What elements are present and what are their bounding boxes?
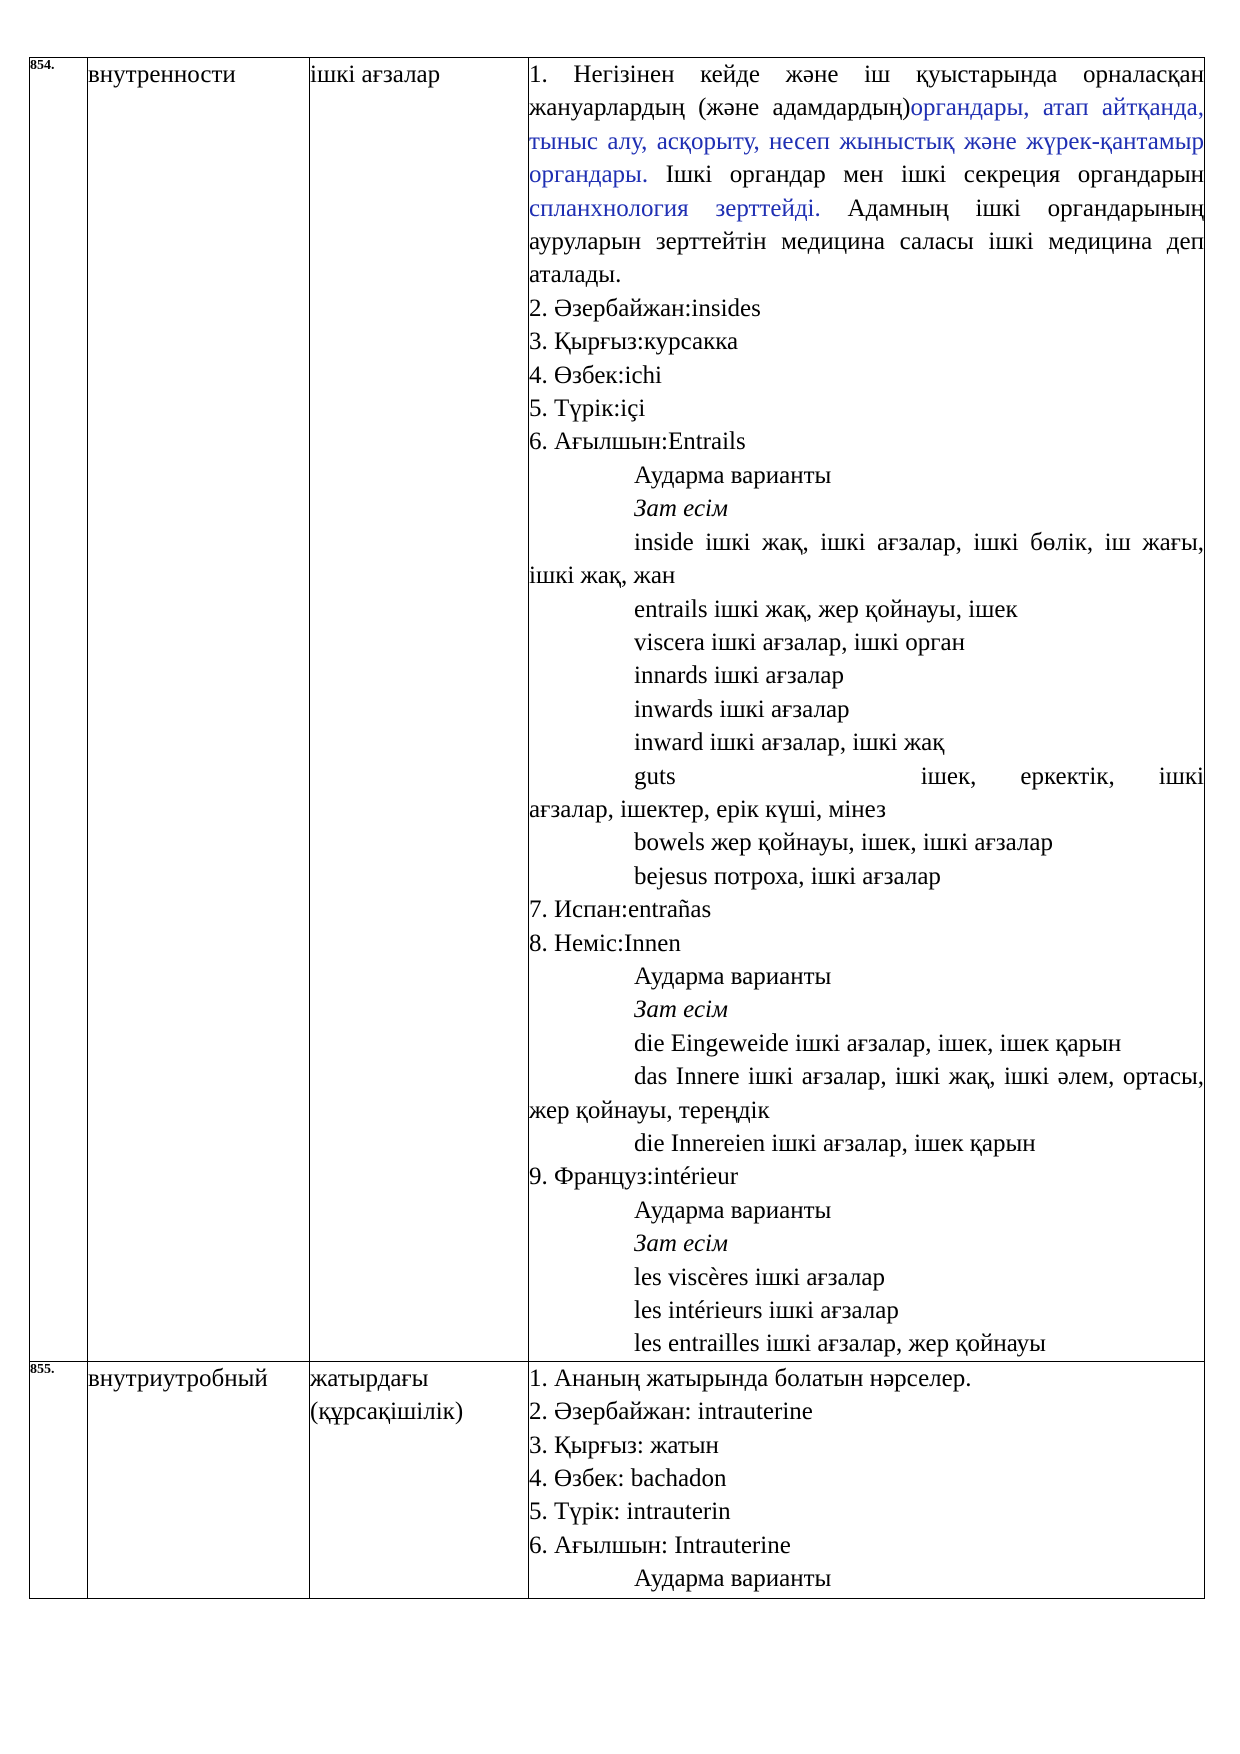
lang-line: 1. Ананың жатырында болатын нәрселер. xyxy=(529,1364,972,1392)
part-of-speech: Зат есім xyxy=(634,996,728,1024)
variants-label: Аударма варианты xyxy=(634,962,832,990)
translation-item: les viscères ішкі ағзалар xyxy=(634,1263,885,1291)
translation-meaning: ішек, еркектік, ішкі ағзалар, ішектер, ерік күші, мінез xyxy=(529,762,1204,823)
translation-item: bowels жер қойнауы, ішек, ішкі ағзалар xyxy=(634,829,1053,857)
definition-part: Адамның ішкі органдарының ауруларын зерттейтін медицина саласы ішкі медицина деп аталады. xyxy=(529,194,1204,289)
entry-number: 854. xyxy=(30,58,88,1362)
part-of-speech: Зат есім xyxy=(634,495,728,523)
translation-item: entrails ішкі жақ, жер қойнауы, ішек xyxy=(634,595,1018,623)
translation-item xyxy=(529,760,1204,827)
definition-part: 1. Негізінен кейде және іш қуыстарында орналасқан жануарлардың (және адамдардың) xyxy=(529,61,1204,122)
translation-word: guts xyxy=(634,762,676,790)
russian-term: внутренности xyxy=(88,58,310,1362)
translation-item: die Eingeweide ішкі ағзалар, ішек, ішек қарын xyxy=(634,1029,1122,1057)
translation-item: das Innere ішкі ағзалар, ішкі жақ, ішкі әлем, ортасы, жер қойнауы, тереңдік xyxy=(529,1063,1204,1124)
variants-label: Аударма варианты xyxy=(634,1196,832,1224)
lang-line: 2. Әзербайжан:insides xyxy=(529,294,761,322)
lang-line: 7. Испан:entrañas xyxy=(529,896,712,924)
definition-link[interactable]: органдары, атап айтқанда, тыныс алу, асқорыту, несеп жыныстық және жүрек-қантамыр органдары. xyxy=(529,94,1204,189)
translation-item: inwards ішкі ағзалар xyxy=(634,695,850,723)
lang-line: 2. Әзербайжан: intrauterine xyxy=(529,1398,813,1426)
translation-item: die Innereien ішкі ағзалар, ішек қарын xyxy=(634,1130,1036,1157)
lang-line: 5. Түрік: intrauterin xyxy=(529,1498,731,1526)
lang-line: 3. Қырғыз: жатын xyxy=(529,1431,719,1459)
kazakh-term: жатырдағы (құрсақішілік) xyxy=(310,1361,529,1598)
lang-line: 6. Ағылшын:Entrails xyxy=(529,428,746,456)
entry-row xyxy=(30,58,1205,1362)
entry-number: 855. xyxy=(30,1361,88,1598)
translation-item: les intérieurs ішкі ағзалар xyxy=(634,1297,899,1325)
variants-label: Аударма варианты xyxy=(634,461,832,489)
lang-line: 4. Өзбек: bachadon xyxy=(529,1465,727,1493)
lang-line: 9. Француз:intérieur xyxy=(529,1163,739,1191)
definition-link[interactable]: спланхнология зерттейді. xyxy=(529,194,821,222)
dictionary-table xyxy=(29,57,1205,1599)
lang-line: 5. Түрік:içi xyxy=(529,395,646,423)
translation-item: inside ішкі жақ, ішкі ағзалар, ішкі бөлік, іш жағы, ішкі жақ, жан xyxy=(529,528,1204,590)
lang-line: 6. Ағылшын: Intrauterine xyxy=(529,1531,791,1559)
definition-text xyxy=(529,58,1204,292)
definition-cell xyxy=(529,58,1205,1362)
part-of-speech: Зат есім xyxy=(634,1230,728,1258)
entry-row xyxy=(30,1361,1205,1598)
translation-item: les entrailles ішкі ағзалар, жер қойнауы xyxy=(634,1330,1046,1358)
translation-item: viscera ішкі ағзалар, ішкі орган xyxy=(634,628,965,656)
lang-line: 4. Өзбек:ichi xyxy=(529,361,662,389)
russian-term: внутриутробный xyxy=(88,1361,310,1598)
lang-line: 3. Қырғыз:курсакка xyxy=(529,328,739,356)
variants-label: Аударма варианты xyxy=(634,1565,832,1593)
translation-item: inward ішкі ағзалар, ішкі жақ xyxy=(634,729,945,757)
definition-cell xyxy=(529,1361,1205,1598)
definition-part: Ішкі органдар мен ішкі секреция органдарын xyxy=(648,161,1204,189)
translation-item: bejesus потроха, ішкі ағзалар xyxy=(634,862,941,890)
lang-line: 8. Неміс:Innen xyxy=(529,929,681,957)
kazakh-term: ішкі ағзалар xyxy=(310,58,529,1362)
translation-item: innards ішкі ағзалар xyxy=(634,662,844,690)
